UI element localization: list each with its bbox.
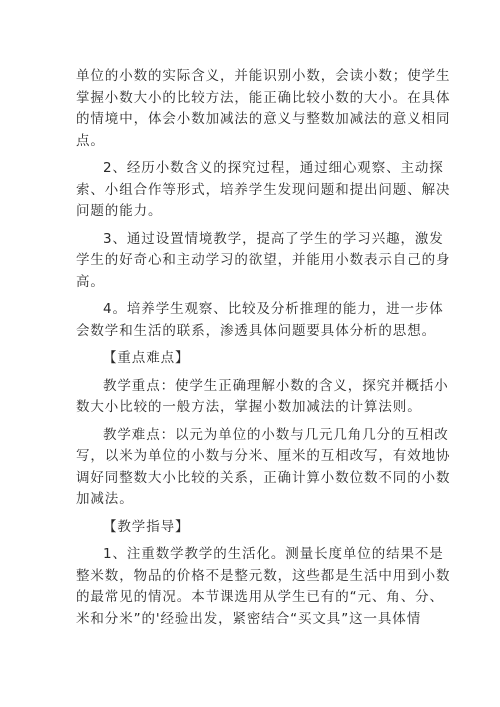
difficulty-paragraph xyxy=(76,425,451,511)
objective-paragraph-1 xyxy=(76,66,451,152)
text-line: 学生的好奇心和主动学习的欲望，并能用小数表示自己的身 xyxy=(76,252,451,268)
text-line: 掌握小数大小的比较方法，能正确比较小数的大小。在具体 xyxy=(76,89,451,106)
text-line: 4。培养学生观察、比较及分析推理的能力，进一步体 xyxy=(103,301,444,317)
text-line: 调好同整数大小比较的关系，正确计算小数位数不同的小数 xyxy=(76,469,451,486)
text-line: 2、经历小数含义的探究过程，通过细心观察、主动探 xyxy=(103,160,444,176)
guidance-paragraph-1 xyxy=(76,544,451,630)
document-page xyxy=(76,66,451,636)
objective-paragraph-3 xyxy=(76,229,451,294)
text-line: 加减法。 xyxy=(76,491,134,507)
objective-paragraph-2 xyxy=(76,158,451,223)
key-point-paragraph xyxy=(76,376,449,419)
text-line: 教学重点：使学生正确理解小数的含义，探究并概括小 xyxy=(103,377,449,394)
text-line: 索、小组合作等形式，培养学生发现问题和提出问题、解决 xyxy=(76,181,451,198)
heading-key-points: 【重点难点】 xyxy=(103,350,190,366)
text-line: 的情境中，体会小数加减法的意义与整数加减法的意义相同 xyxy=(76,111,451,127)
text-line: 写，以米为单位的小数与分米、厘米的互相改写，有效地协 xyxy=(76,448,451,464)
text-line: 问题的能力。 xyxy=(76,203,163,219)
text-line: 米和分米”的'经验出发，紧密结合“买文具”这一具体情 xyxy=(76,610,422,627)
text-line: 的最常见的情况。本节课选用从学生已有的“元、角、分、 xyxy=(76,589,444,605)
heading-guidance: 【教学指导】 xyxy=(103,518,190,535)
text-line: 单位的小数的实际含义，并能识别小数，会读小数；使学生 xyxy=(76,68,451,84)
text-line: 会数学和生活的联系，渗透具体问题要具体分析的思想。 xyxy=(76,322,436,339)
text-line: 3、通过设置情境教学，提高了学生的学习兴趣，激发 xyxy=(103,230,444,247)
text-line: 整米数，物品的价格不是整元数，这些都是生活中用到小数 xyxy=(76,567,451,584)
text-line: 1、注重数学教学的生活化。测量长度单位的结果不是 xyxy=(103,546,444,562)
text-line: 教学难点：以元为单位的小数与几元几角几分的互相改 xyxy=(103,426,449,443)
text-line: 数大小比较的一般方法，掌握小数加减法的计算法则。 xyxy=(76,399,422,415)
objective-paragraph-4 xyxy=(76,299,444,342)
text-line: 高。 xyxy=(76,273,105,290)
text-line: 点。 xyxy=(76,132,105,149)
